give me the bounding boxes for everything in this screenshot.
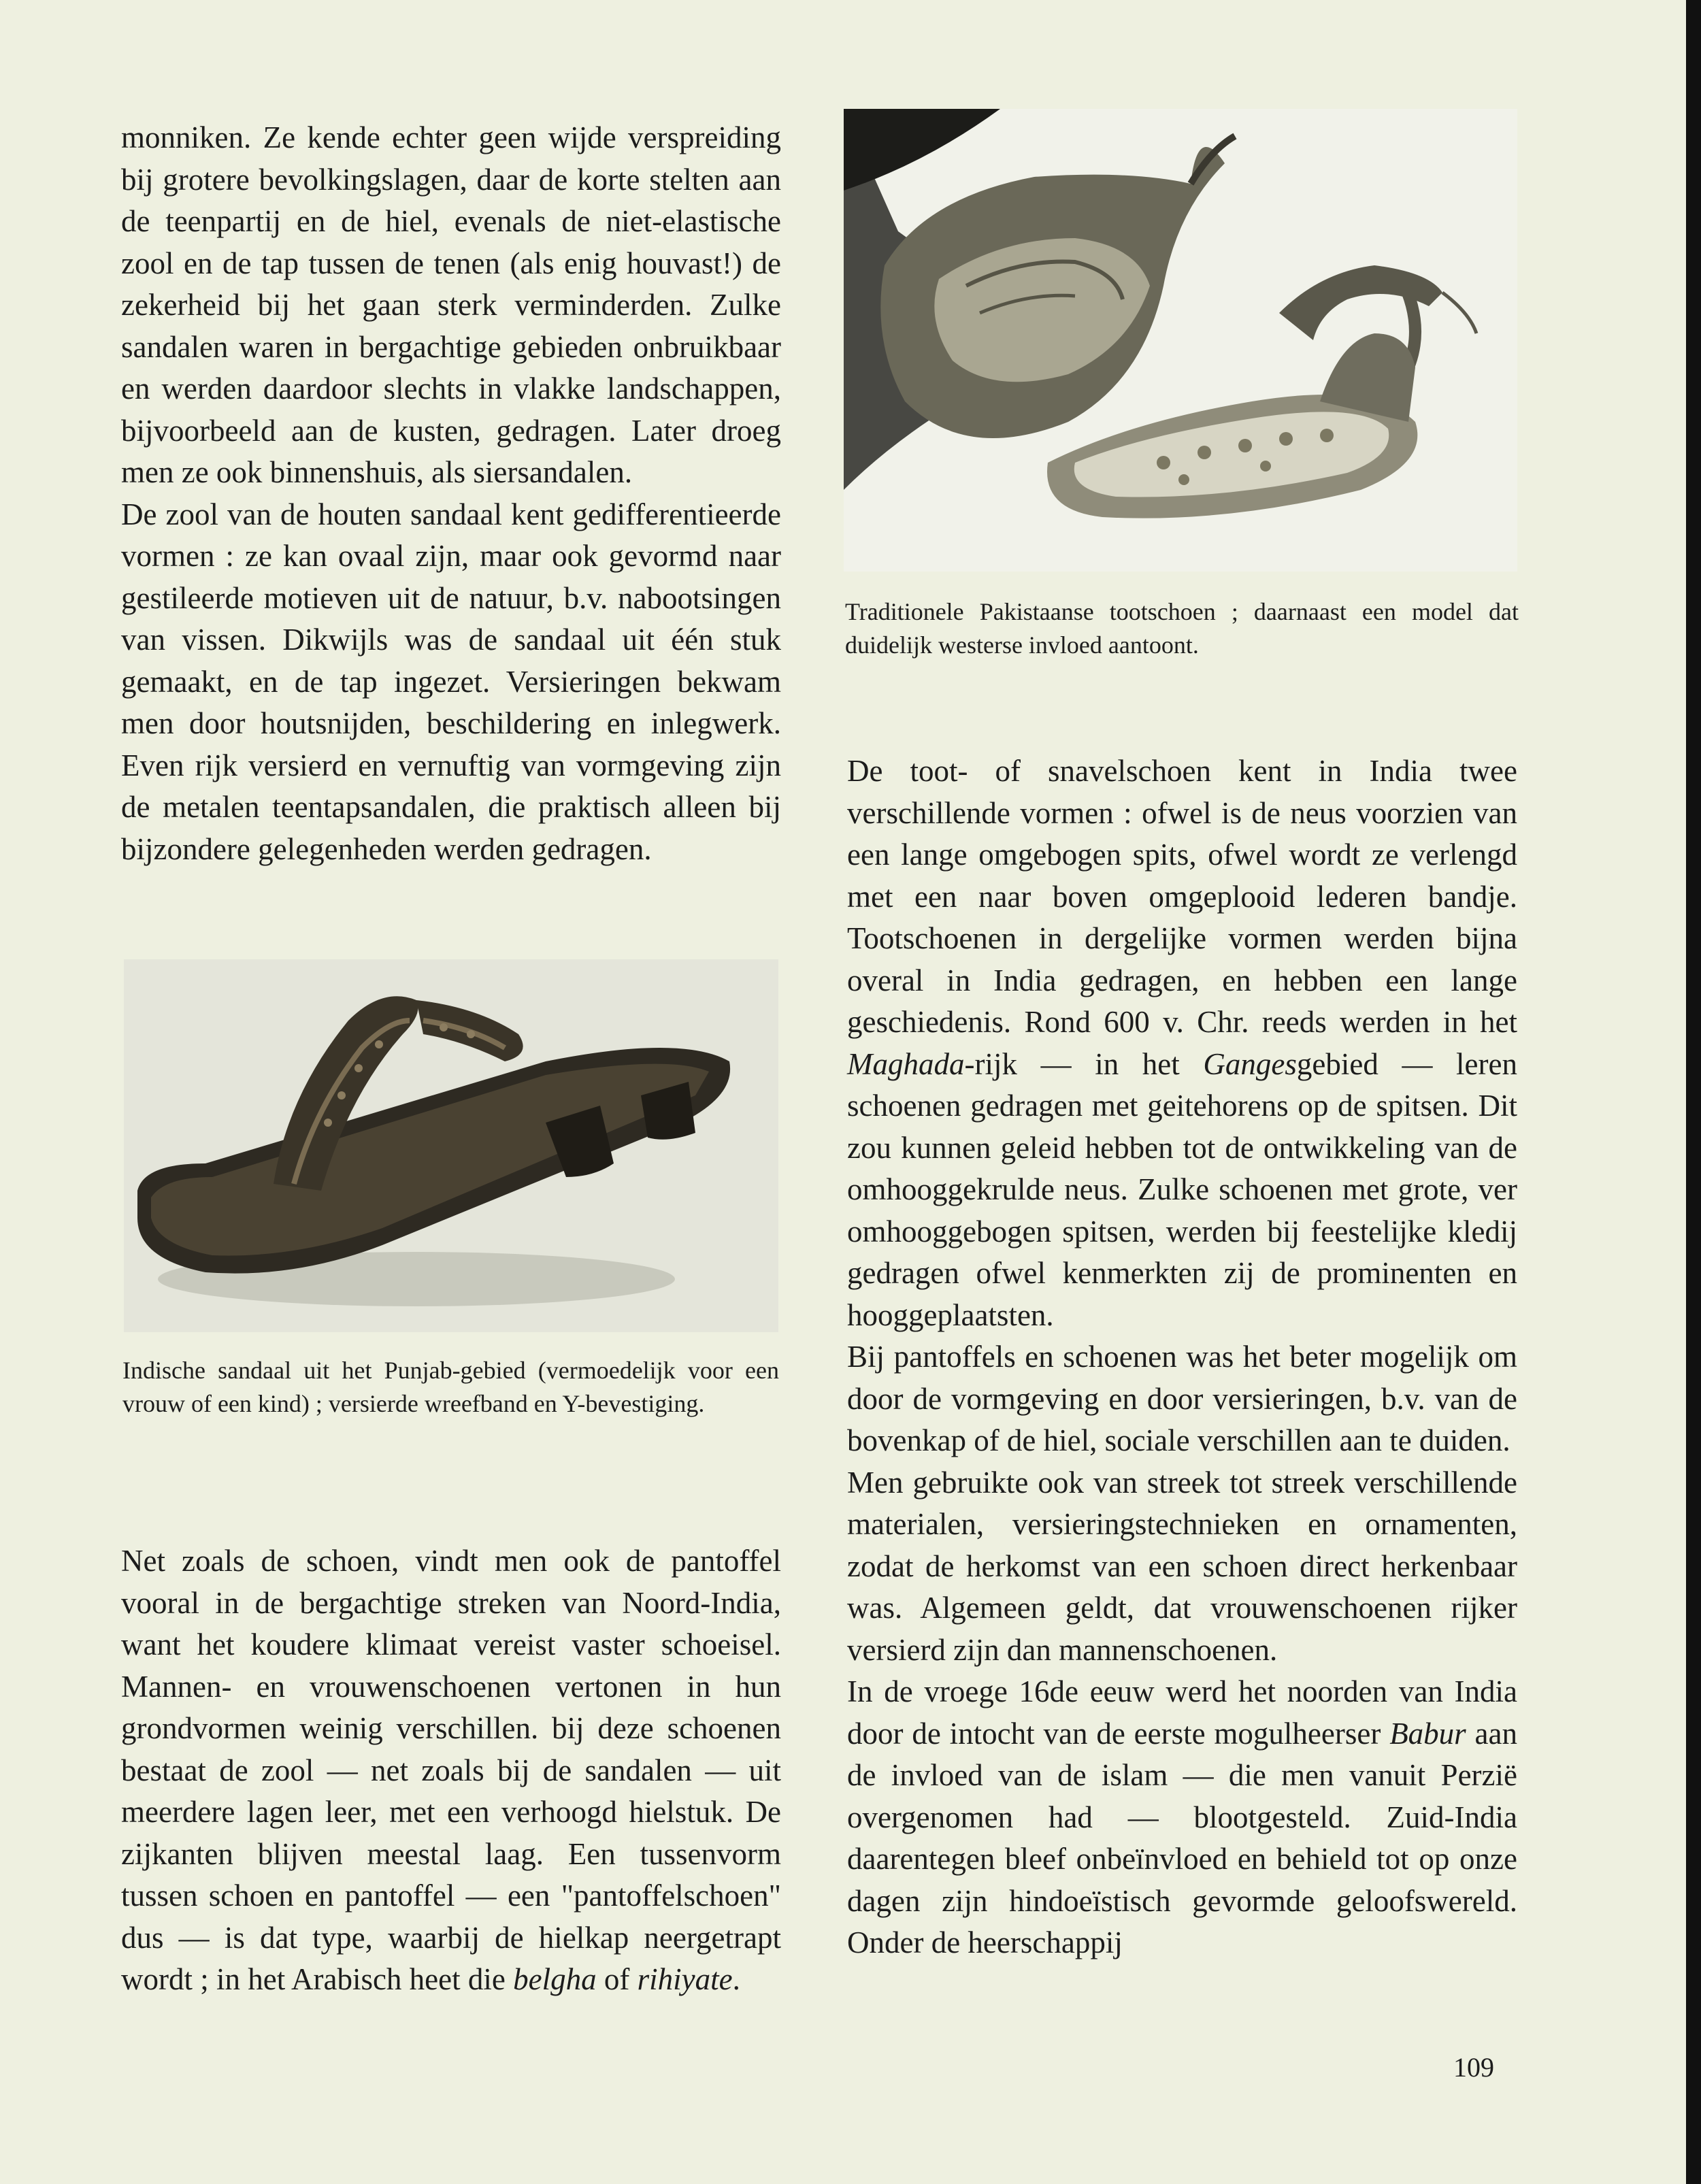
paragraph: De zool van de houten sandaal kent gedifferentieerde vormen : ze kan ovaal zijn, maar ook gevormd naar gestileerde motieven uit de natuur, b.v. nabootsingen van vissen. Dikwijls was de sandaal uit één stuk gemaakt, en de tap ingezet. Versieringen bekwam men door houtsnijden, beschildering en inlegwerk. Even rijk versierd en vernuftig van vormgeving zijn de metalen teentapsandalen, die praktisch alleen bij bijzondere gelegenheden werden gedragen.: [121, 497, 781, 866]
paragraph: Bij pantoffels en schoenen was het beter mogelijk om door de vormgeving en door versieringen, b.v. van de bovenkap of de hiel, sociale verschillen aan te duiden.: [847, 1340, 1517, 1457]
text-segment: Net zoals de schoen, vindt men ook de pantoffel vooral in de bergachtige streken van Noord-India, want het koudere klimaat vereist vaster schoeisel. Mannen- en vrouwenschoenen vertonen in hun grondvormen weinig verschillen. bij deze schoenen bestaat de zool — net zoals bij de sandalen — uit meerdere lagen leer, met een verhoogd hielstuk. De zijkanten blijven meestal laag. Een tussenvorm tussen schoen en pantoffel — een "pantoffelschoen" dus — is dat type, waarbij de hielkap neergetrapt wordt ; in het Arabisch heet die: [121, 1544, 781, 1996]
right-photo-caption: Traditionele Pakistaanse tootschoen ; daarnaast een model dat duidelijk westerse invloed aantoont.: [845, 598, 1519, 659]
sandal-illustration: [124, 959, 778, 1332]
italic-term: Babur: [1389, 1716, 1466, 1751]
italic-term: rihiyate: [637, 1962, 733, 1996]
page-number: 109: [1453, 2052, 1494, 2083]
paragraph: [847, 1671, 1517, 1964]
text-segment: In de vroege 16de eeuw werd het noorden van India door de intocht van de eerste mogulheerser: [847, 1674, 1517, 1751]
italic-term: Maghada: [847, 1046, 965, 1081]
paragraph: [121, 1540, 781, 2001]
paragraph: monniken. Ze kende echter geen wijde verspreiding bij grotere bevolkingslagen, daar de korte stelten aan de teenpartij en de hiel, evenals de niet-elastische zool en de tap tussen de tenen (als enig houvast!) de zekerheid bij het gaan sterk verminderden. Zulke sandalen waren in bergachtige gebieden onbruikbaar en werden daardoor slechts in vlakke landschappen, bijvoorbeeld aan de kusten, gedragen. Later droeg men ze ook binnenshuis, als siersandalen.: [121, 120, 781, 489]
punjab-sandal-photo: [124, 959, 778, 1332]
pakistani-shoes-photo: [844, 109, 1517, 572]
italic-term: Ganges: [1203, 1046, 1297, 1081]
text-segment: aan de invloed van de islam — die men vanuit Perzië overgenomen had — blootgesteld. Zuid-India daarentegen bleef onbeïnvloed en behield tot op onze dagen zijn hindoeïstisch gevormde geloofswereld. Onder de heerschappij: [847, 1716, 1517, 1959]
text-segment: De toot- of snavelschoen kent in India twee verschillende vormen : ofwel is de neus voorzien van een lange omgebogen spits, ofwel wordt ze verlengd met een naar boven omgeplooid lederen bandje. Tootschoenen in dergelijke vormen werden bijna overal in India gedragen, en hebben een lange geschiedenis. Rond 600 v. Chr. reeds werden in het: [847, 754, 1517, 1039]
left-column-bottom-text: [121, 1540, 781, 2001]
text-segment: .: [732, 1962, 740, 1996]
text-segment: -rijk — in het: [964, 1046, 1204, 1081]
left-column-top-text: [121, 117, 781, 870]
right-column-text: [847, 750, 1517, 1964]
page-edge: [1686, 0, 1701, 2184]
paragraph: [847, 750, 1517, 1336]
text-segment: gebied — leren schoenen gedragen met geitehorens op de spitsen. Dit zou kunnen geleid hebben tot de ontwikkeling van de omhooggekrulde neus. Zulke schoenen met grote, ver omhooggebogen spitsen, werden bij feestelijke kledij gedragen ofwel kenmerkten zij de prominenten en hooggeplaatsten.: [847, 1046, 1517, 1332]
shoes-illustration: [844, 109, 1517, 572]
paragraph: Men gebruikte ook van streek tot streek verschillende materialen, versieringstechnieken en ornamenten, zodat de herkomst van een schoen direct herkenbaar was. Algemeen geldt, dat vrouwenschoenen rijker versierd zijn dan mannenschoenen.: [847, 1465, 1517, 1667]
text-segment: of: [596, 1962, 638, 1996]
italic-term: belgha: [513, 1962, 597, 1996]
left-photo-caption: Indische sandaal uit het Punjab-gebied (vermoedelijk voor een vrouw of een kind) ; versierde wreefband en Y-bevestiging.: [122, 1357, 779, 1417]
